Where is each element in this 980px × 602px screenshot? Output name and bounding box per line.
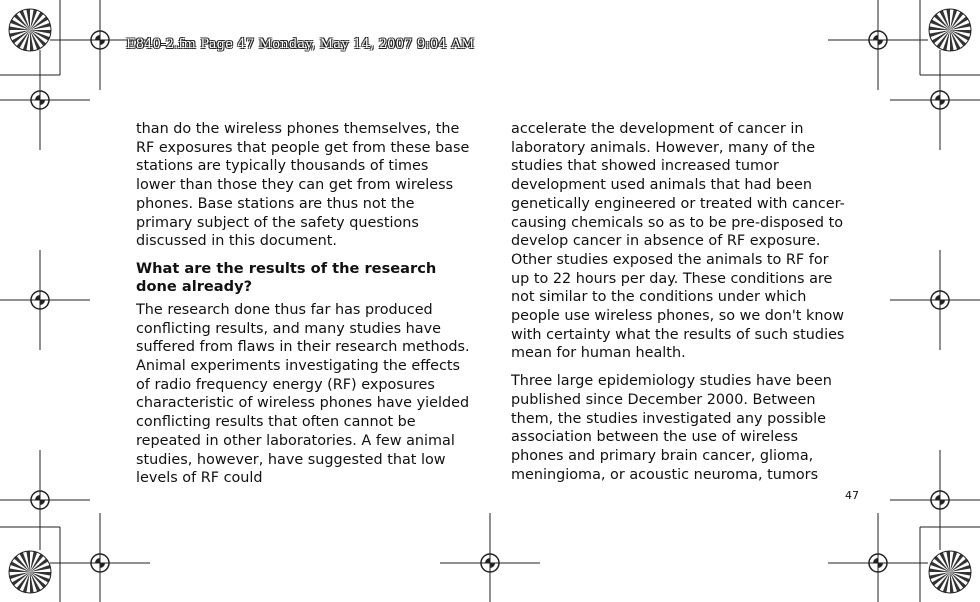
registration-mark-icon	[890, 450, 980, 550]
page-number: 47	[845, 489, 859, 502]
right-column	[511, 120, 847, 493]
registration-mark-icon	[440, 513, 540, 602]
star-target-icon	[9, 551, 51, 593]
paragraph: The research done thus far has produced conflicting results, and many studies have suffered from flaws in their research methods. Animal experiments investigating the effects of radio frequency energy (RF) exposures characteristic of wireless phones have yielded conflicting results that often cannot be repeated in other laboratories. A few animal studies, however, have suggested that low levels of RF could	[136, 301, 470, 487]
section-heading: What are the results of the research done already?	[136, 259, 437, 295]
star-target-icon	[929, 551, 971, 593]
registration-mark-icon	[828, 0, 928, 90]
registration-mark-icon	[0, 250, 90, 350]
registration-mark-icon	[890, 50, 980, 150]
paragraph: than do the wireless phones themselves, the RF exposures that people get from these base stations are typically thousands of times lower than those they can get from wireless phones. Base stations are thus not the primary subject of the safety questions discussed in this document.	[136, 121, 470, 250]
registration-mark-icon	[0, 50, 90, 150]
registration-mark-icon	[890, 250, 980, 350]
paragraph: Three large epidemiology studies have been published since December 2000. Between them, the studies investigated any possible association between the use of wireless phones and primary brain cancer, glioma, meningioma, or acoustic neuroma, tumors	[511, 373, 832, 483]
registration-mark-icon	[0, 450, 90, 550]
paragraph: accelerate the development of cancer in laboratory animals. However, many of the studies that showed increased tumor development used animals that had been genetically engineered or treated with cancer-causing chemicals so as to be pre-disposed to develop cancer in absence of RF exposure. Other studies exposed the animals to RF for up to 22 hours per day. These conditions are not similar to the conditions under which people use wireless phones, so we don't know with certainty what the results of such studies mean for human health.	[511, 121, 845, 362]
registration-mark-icon	[50, 513, 150, 602]
star-target-icon	[9, 9, 51, 51]
star-target-icon	[929, 9, 971, 51]
document-header: E840-2.fm Page 47 Monday, May 14, 2007 9:04 AM	[126, 37, 475, 52]
registration-mark-icon	[828, 513, 928, 602]
left-column	[136, 120, 472, 497]
